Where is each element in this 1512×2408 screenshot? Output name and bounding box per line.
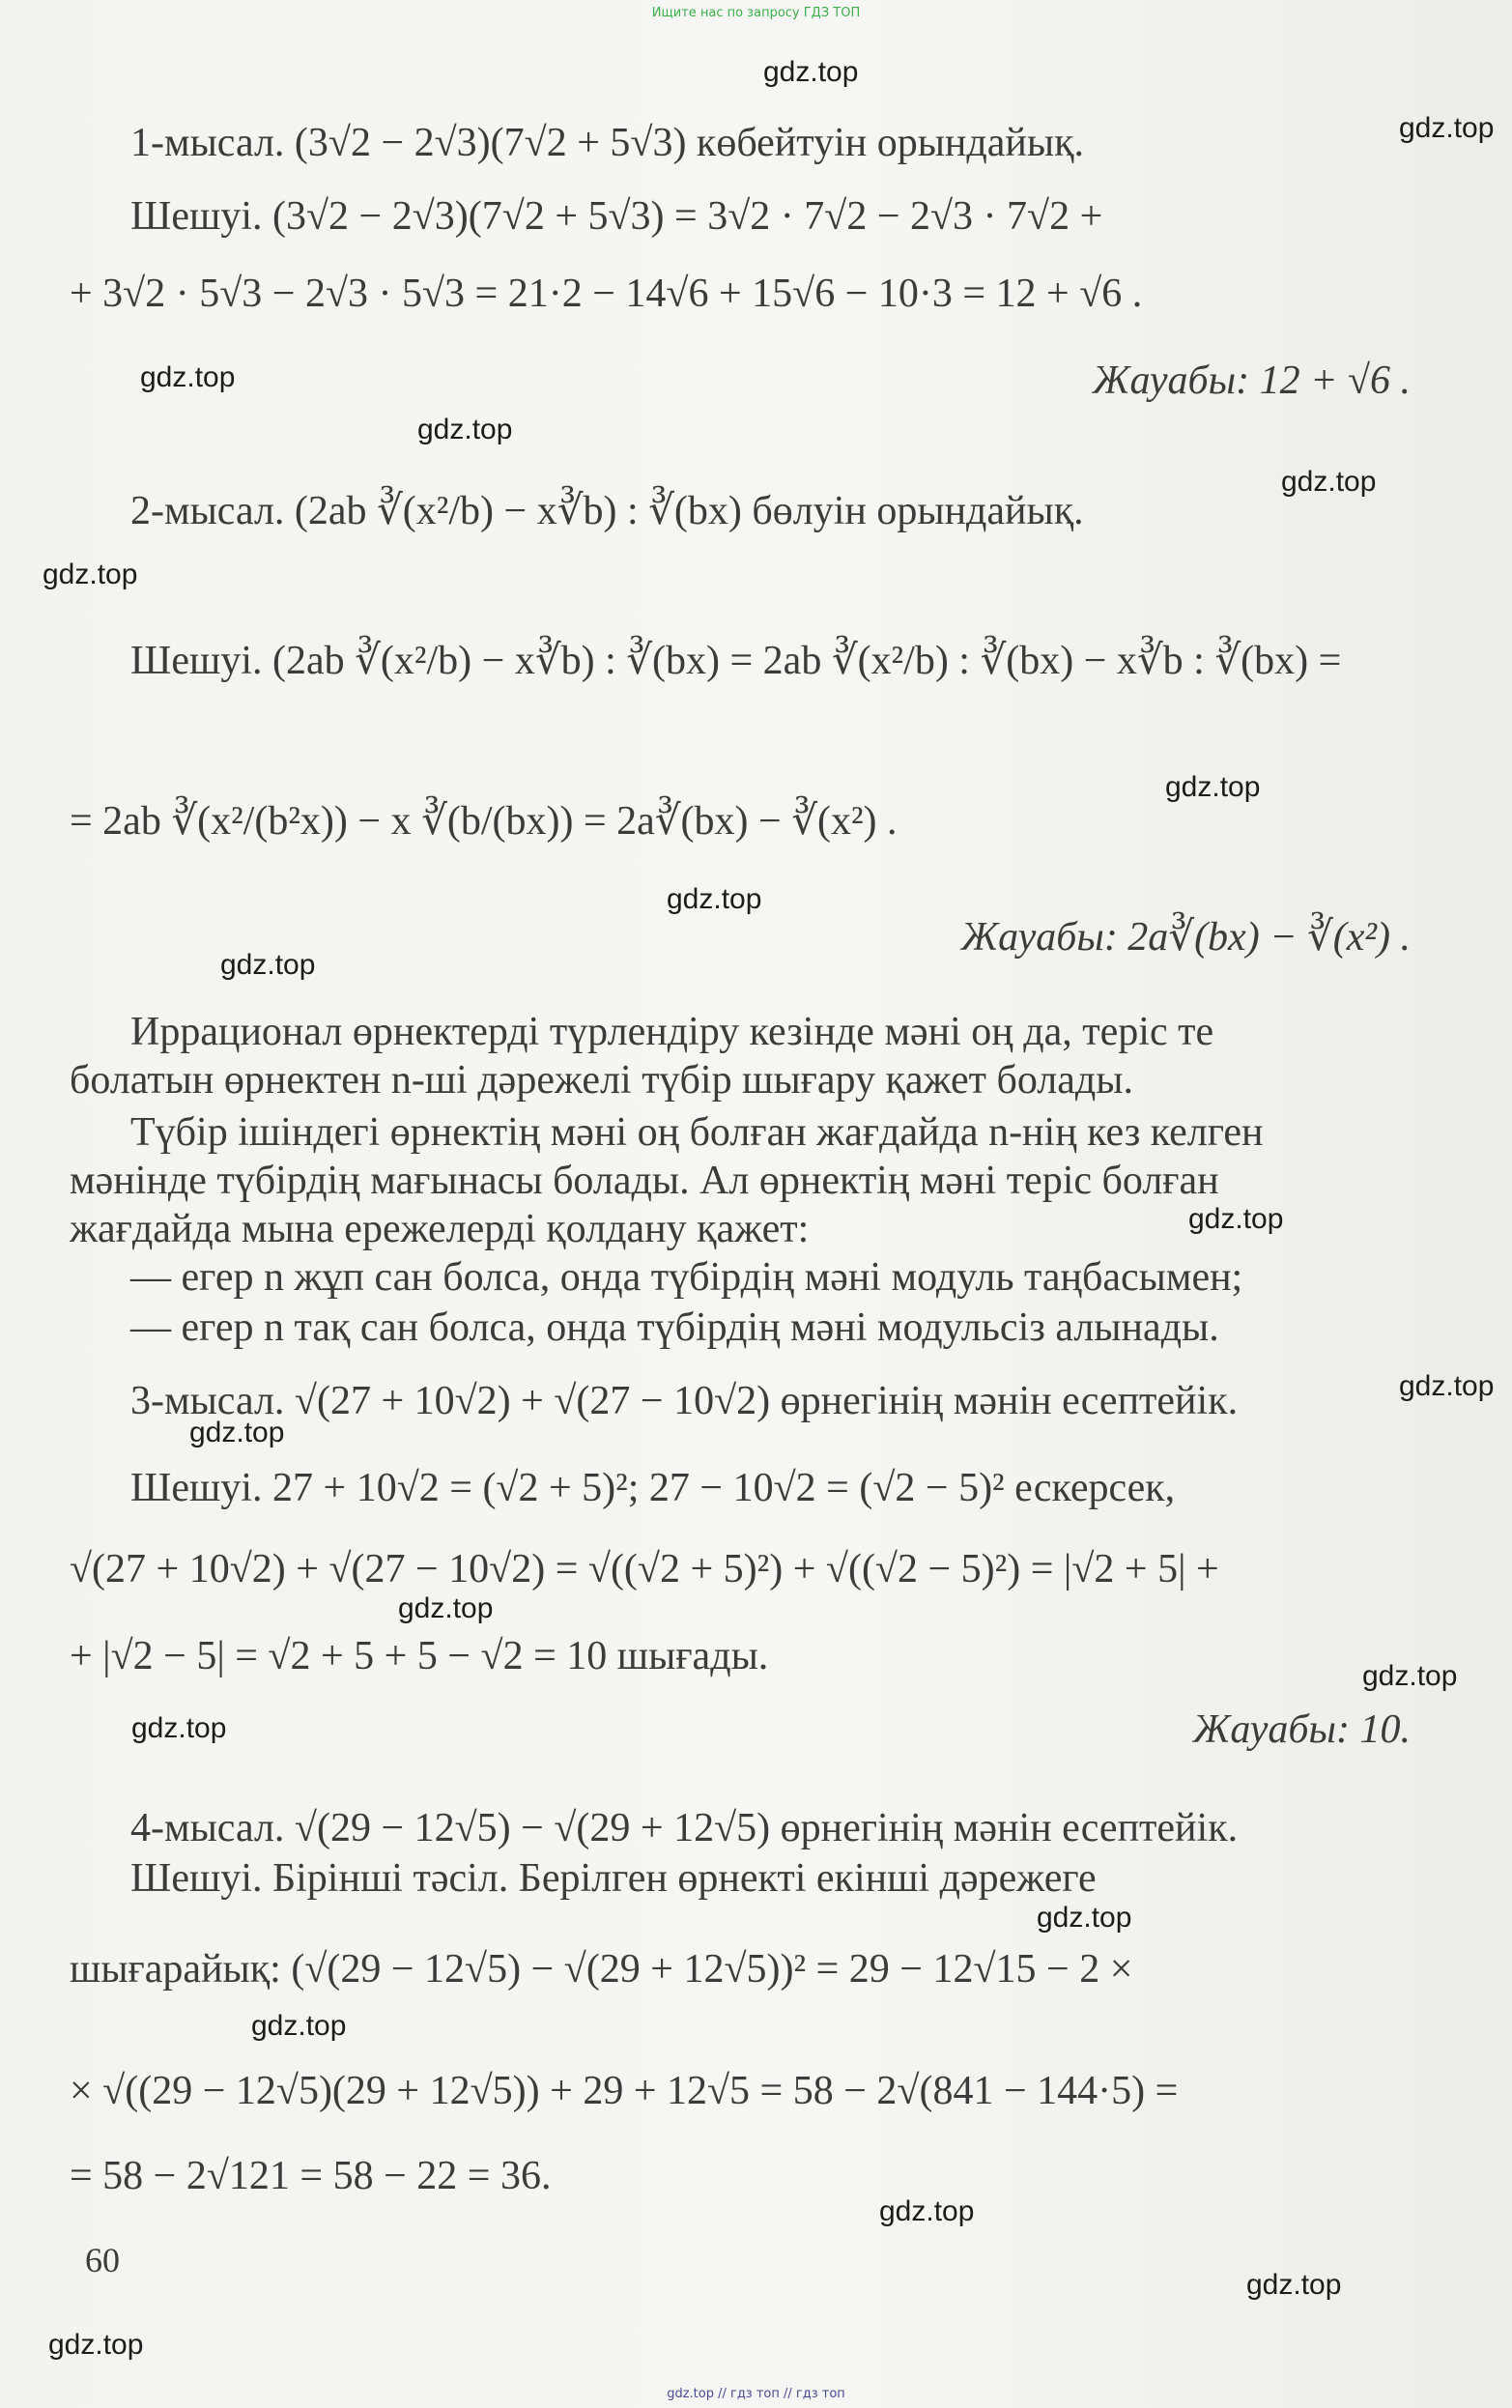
rule-odd: — егер n тақ сан болса, онда түбірдің мәні модульсіз алынады.	[130, 1305, 1219, 1350]
watermark: gdz.top	[140, 361, 236, 393]
watermark: gdz.top	[189, 1417, 285, 1448]
watermark: gdz.top	[398, 1592, 494, 1624]
watermark: gdz.top	[220, 949, 316, 981]
watermark: gdz.top	[1399, 112, 1495, 144]
example-4-solution-line-3: × √((29 − 12√5)(29 + 12√5)) + 29 + 12√5 = 58 − 2√(841 − 144·5) =	[70, 2069, 1179, 2113]
example-4-solution-line-1: Шешуі. Бірінші тәсіл. Берілген өрнекті екінші дәрежеге	[130, 1856, 1097, 1901]
example-1-answer: Жауабы: 12 + √6 .	[1092, 358, 1411, 403]
example-1-solution-line-1: Шешуі. (3√2 − 2√3)(7√2 + 5√3) = 3√2 · 7√2 − 2√3 · 7√2 +	[130, 194, 1103, 239]
page-number: 60	[85, 2241, 120, 2279]
watermark: gdz.top	[1399, 1370, 1495, 1402]
example-2-solution-line-2: = 2ab ∛(x²/(b²x)) − x ∛(b/(bx)) = 2a∛(bx) − ∛(x²) .	[70, 799, 898, 844]
watermark: gdz.top	[667, 883, 762, 915]
theory-line-2: болатын өрнектен n-ші дәрежелі түбір шығару қажет болады.	[70, 1058, 1133, 1103]
watermark: gdz.top	[48, 2329, 144, 2361]
example-4-solution-line-4: = 58 − 2√121 = 58 − 22 = 36.	[70, 2154, 552, 2198]
watermark: gdz.top	[131, 1712, 227, 1744]
example-4-statement: 4-мысал. √(29 − 12√5) − √(29 + 12√5) өрнегінің мәнін есептейік.	[130, 1806, 1239, 1850]
example-2-statement: 2-мысал. (2ab ∛(x²/b) − x∛b) : ∛(bx) бөлуін орындайық.	[130, 489, 1084, 533]
watermark: gdz.top	[1165, 771, 1261, 803]
example-3-answer: Жауабы: 10.	[1192, 1707, 1411, 1752]
example-2-solution-line-1: Шешуі. (2ab ∛(x²/b) − x∛b) : ∛(bx) = 2ab ∛(x²/b) : ∛(bx) − x∛b : ∛(bx) =	[130, 639, 1342, 683]
example-4-solution-line-2: шығарайық: (√(29 − 12√5) − √(29 + 12√5))² = 29 − 12√15 − 2 ×	[70, 1947, 1133, 1992]
watermark: gdz.top	[1246, 2269, 1342, 2301]
example-3-solution-line-3: + |√2 − 5| = √2 + 5 + 5 − √2 = 10 шығады.	[70, 1634, 769, 1678]
top-banner: Ищите нас по запросу ГДЗ ТОП	[651, 6, 861, 20]
bottom-banner: gdz.top // гдз топ // гдз топ	[667, 2387, 845, 2401]
watermark: gdz.top	[763, 56, 859, 88]
watermark: gdz.top	[1037, 1902, 1132, 1934]
watermark: gdz.top	[1281, 466, 1377, 498]
example-3-solution-line-2: √(27 + 10√2) + √(27 − 10√2) = √((√2 + 5)²) + √((√2 − 5)²) = |√2 + 5| +	[70, 1547, 1219, 1591]
watermark: gdz.top	[879, 2195, 975, 2227]
theory-line-1: Иррационал өрнектерді түрлендіру кезінде мәні оң да, теріс те	[130, 1010, 1214, 1054]
theory-line-3: Түбір ішіндегі өрнектің мәні оң болған жағдайда n-нің кез келген	[130, 1110, 1264, 1155]
watermark: gdz.top	[1362, 1660, 1458, 1692]
watermark: gdz.top	[43, 559, 138, 590]
example-3-solution-line-1: Шешуі. 27 + 10√2 = (√2 + 5)²; 27 − 10√2 = (√2 − 5)² ескерсек,	[130, 1466, 1176, 1510]
example-1-statement: 1-мысал. (3√2 − 2√3)(7√2 + 5√3) көбейтуін орындайық.	[130, 121, 1085, 165]
rule-even: — егер n жұп сан болса, онда түбірдің мәні модуль таңбасымен;	[130, 1255, 1243, 1300]
example-1-solution-line-2: + 3√2 · 5√3 − 2√3 · 5√3 = 21·2 − 14√6 + 15√6 − 10·3 = 12 + √6 .	[70, 272, 1143, 316]
watermark: gdz.top	[417, 414, 513, 445]
watermark: gdz.top	[251, 2010, 347, 2042]
watermark: gdz.top	[1188, 1203, 1284, 1235]
example-3-statement: 3-мысал. √(27 + 10√2) + √(27 − 10√2) өрнегінің мәнін есептейік.	[130, 1379, 1239, 1423]
theory-line-5: жағдайда мына ережелерді қолдану қажет:	[70, 1207, 810, 1251]
theory-line-4: мәнінде түбірдің мағынасы болады. Ал өрнектің мәні теріс болған	[70, 1159, 1219, 1203]
example-2-answer: Жауабы: 2a∛(bx) − ∛(x²) .	[960, 915, 1411, 960]
